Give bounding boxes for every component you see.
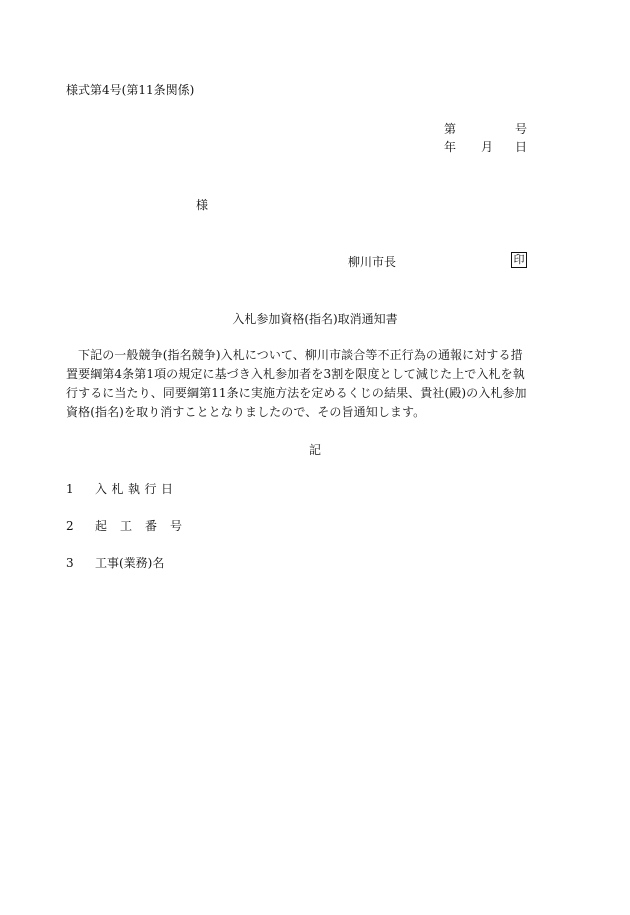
- issuer-title: 柳川市長: [348, 255, 397, 269]
- list-item-label: 起工番号: [95, 519, 196, 533]
- list-item: [66, 556, 164, 570]
- list-item: [66, 519, 195, 533]
- list-item-number: 2: [66, 519, 74, 533]
- list-item-label: 工事(業務)名: [95, 556, 165, 570]
- document-number-suffix: 号: [515, 122, 528, 136]
- body-paragraph: 下記の一般競争(指名競争)入札について、柳川市談合等不正行為の通報に対する措置要綱第4条第1項の規定に基づき入札参加者を3割を限度として減じた上で入札を執行するに当たり、同要綱第11条に実施方法を定めるくじの結果、貴社(殿)の入札参加資格(指名)を取り消すこととなりましたので、その旨通知します。: [66, 348, 527, 419]
- addressee-honorific: 様: [196, 198, 209, 212]
- seal-stamp: 印: [511, 252, 527, 268]
- ki-heading: 記: [308, 443, 321, 457]
- list-item-number: 1: [66, 482, 74, 496]
- list-item-label: 入札執行日: [95, 482, 178, 496]
- document-number-prefix: 第: [444, 122, 457, 136]
- form-number: 様式第4号(第11条関係): [66, 83, 195, 97]
- date-month-label: 月: [481, 140, 494, 154]
- date-year-label: 年: [444, 140, 457, 154]
- date-day-label: 日: [515, 140, 528, 154]
- list-item: [66, 482, 178, 496]
- document-title: 入札参加資格(指名)取消通知書: [232, 312, 398, 326]
- list-item-number: 3: [66, 556, 74, 570]
